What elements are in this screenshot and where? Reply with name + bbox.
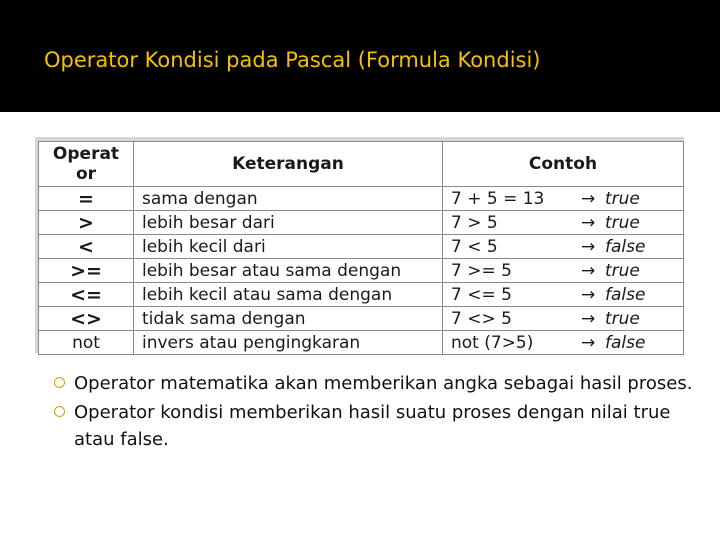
contoh-cell	[443, 235, 684, 259]
bullet-text: Operator matematika akan memberikan angka sebagai hasil proses.	[74, 373, 693, 394]
keterangan-cell: lebih besar atau sama dengan	[134, 259, 443, 283]
arrow-right-icon: →	[581, 260, 596, 281]
arrow-right-icon: →	[581, 236, 596, 257]
table-header-row	[39, 142, 684, 187]
bullet-text: Operator kondisi memberikan hasil suatu proses dengan nilai true atau false.	[74, 402, 671, 450]
bullet-list	[54, 370, 694, 455]
arrow-right-icon: →	[581, 188, 596, 209]
example-expression: 7 < 5	[451, 236, 498, 257]
contoh-cell	[443, 211, 684, 235]
arrow-right-icon: →	[581, 332, 596, 353]
circle-bullet-icon	[54, 377, 65, 388]
example-result: false	[605, 284, 646, 305]
operator-cell: not	[39, 331, 134, 355]
operator-cell: >=	[39, 259, 134, 283]
operator-cell: <>	[39, 307, 134, 331]
example-result: true	[605, 212, 640, 233]
operator-cell: <=	[39, 283, 134, 307]
keterangan-cell: tidak sama dengan	[134, 307, 443, 331]
example-result: false	[605, 236, 646, 257]
table-row	[39, 211, 684, 235]
example-result: true	[605, 260, 640, 281]
operator-table-image	[35, 137, 684, 353]
contoh-cell	[443, 283, 684, 307]
arrow-right-icon: →	[581, 308, 596, 329]
keterangan-cell: lebih kecil dari	[134, 235, 443, 259]
header-keterangan: Keterangan	[134, 142, 443, 187]
example-result: false	[605, 332, 646, 353]
title-bar	[0, 0, 720, 112]
example-result: true	[605, 308, 640, 329]
operator-cell: <	[39, 235, 134, 259]
example-expression: 7 >= 5	[451, 260, 512, 281]
header-contoh: Contoh	[443, 142, 684, 187]
arrow-right-icon: →	[581, 284, 596, 305]
bullet-item	[54, 399, 694, 453]
keterangan-cell: invers atau pengingkaran	[134, 331, 443, 355]
header-operator-label: Operat or	[52, 144, 120, 184]
keterangan-cell: sama dengan	[134, 187, 443, 211]
bullet-item	[54, 370, 694, 397]
table-row	[39, 283, 684, 307]
table-row	[39, 307, 684, 331]
slide-title: Operator Kondisi pada Pascal (Formula Kondisi)	[44, 48, 541, 72]
circle-bullet-icon	[54, 406, 65, 417]
operator-table	[38, 141, 684, 355]
operator-cell: >	[39, 211, 134, 235]
contoh-cell	[443, 331, 684, 355]
operator-cell: =	[39, 187, 134, 211]
example-result: true	[605, 188, 640, 209]
contoh-cell	[443, 259, 684, 283]
example-expression: 7 > 5	[451, 212, 498, 233]
contoh-cell	[443, 307, 684, 331]
table-row	[39, 331, 684, 355]
example-expression: not (7>5)	[451, 332, 534, 353]
example-expression: 7 <> 5	[451, 308, 512, 329]
table-row	[39, 187, 684, 211]
keterangan-cell: lebih besar dari	[134, 211, 443, 235]
table-row	[39, 259, 684, 283]
contoh-cell	[443, 187, 684, 211]
example-expression: 7 + 5 = 13	[451, 188, 545, 209]
keterangan-cell: lebih kecil atau sama dengan	[134, 283, 443, 307]
table-row	[39, 235, 684, 259]
header-operator	[39, 142, 134, 187]
arrow-right-icon: →	[581, 212, 596, 233]
example-expression: 7 <= 5	[451, 284, 512, 305]
